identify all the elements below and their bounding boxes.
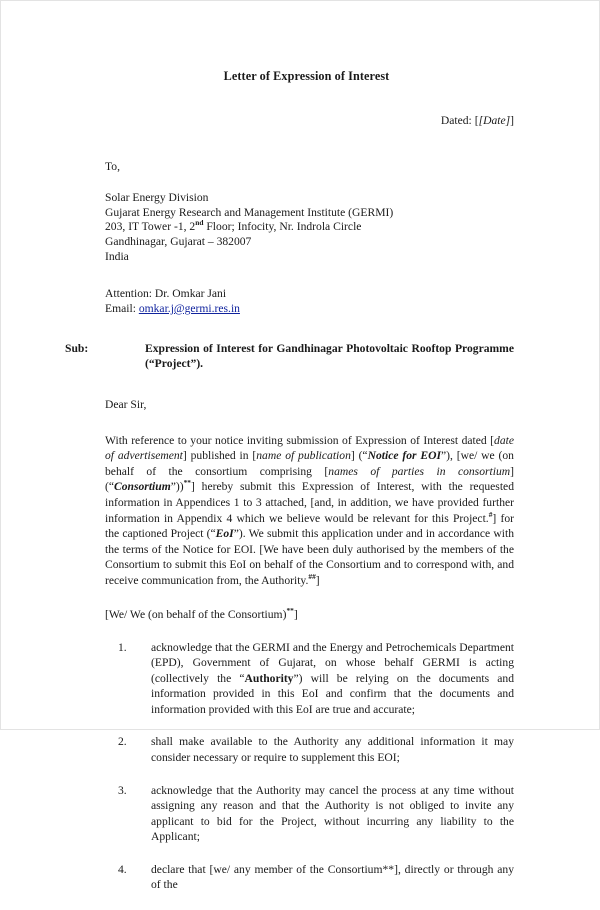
body-placeholder-2: name of publication (256, 449, 351, 463)
clause-defined-term: Authority (244, 671, 294, 685)
body-defined-term-eoi: EoI (215, 527, 234, 541)
body-seg-1: With reference to your notice inviting submission of Expression of Interest dated [ (105, 433, 495, 447)
clause-item (105, 862, 514, 893)
body-defined-term-consortium: Consortium (114, 480, 171, 494)
footnote-marker-3: ## (308, 572, 316, 582)
clause-number: 2. (118, 735, 127, 749)
dated-label: Dated: (440, 114, 475, 127)
to-line: To, (105, 160, 120, 173)
body-placeholder-1: date of advertisement (105, 433, 514, 463)
dated-line: Dated: [[Date]] (440, 114, 514, 127)
subject-text-1: Expression of Interest for Gandhinagar Photovoltaic Rooftop Programme (“ (145, 341, 514, 370)
body-seg-4: ”), [we/ we (on behalf of the consortium comprising [ (105, 449, 514, 478)
clause-text-1: declare that [we/ any member of the Consortium**], directly or through any of the (151, 862, 514, 892)
body-seg-8: ] for the captioned Project (“ (105, 511, 514, 541)
body-seg-3: ] (“ (350, 449, 368, 463)
clause-text-1: acknowledge that the GERMI and the Energy and Petrochemicals Department (EPD), Government of Gujarat, on whose behalf GERMI is acting (collectively the “ (151, 640, 514, 685)
address-line-1: Solar Energy Division (105, 191, 209, 204)
address-line-2: Gujarat Energy Research and Management Institute (GERMI) (105, 205, 394, 219)
address-line-3-after: Floor; Infocity, Nr. Indrola Circle (203, 220, 362, 234)
body-seg-7: ] hereby submit this Expression of Interest, with the requested information in Appendices 1 to 3 attached, [and, in addition, we have provided further information in Appendix 4 which we believe would be relevant for this Project. (105, 480, 514, 525)
clause-number: 4. (118, 862, 127, 876)
clause-number: 1. (118, 640, 127, 654)
footnote-marker-2: # (488, 509, 493, 519)
email-label: Email: (105, 301, 139, 315)
consortium-text: [We/ We (on behalf of the Consortium) (105, 607, 287, 621)
clause-list (105, 640, 514, 894)
email-link[interactable]: omkar.j@germi.res.in (138, 301, 240, 315)
body-seg-2: ] published in [ (182, 449, 257, 463)
document-title: Letter of Expression of Interest (223, 69, 390, 83)
body-seg-9: ”). We submit this application under and in accordance with the terms of the Notice for EOI. [We have been duly authorised by the members of the Consortium to submit this EoI on behalf of the Consortium and to correspond with, and receive communication from, the Authority. (105, 527, 514, 587)
dated-value: [Date] (478, 114, 511, 127)
address-line-4: Gandhinagar, Gujarat – 382007 (105, 234, 252, 248)
attention-block (105, 287, 514, 316)
subject-label: Sub: (65, 341, 89, 355)
address-line-3-before: 203, IT Tower -1, 2 (105, 220, 196, 234)
document-sheet (65, 1, 514, 910)
body-seg-10: ] (315, 573, 320, 587)
clause-item (105, 783, 514, 845)
address-line-3 (105, 220, 514, 235)
subject-text-2: ”). (190, 356, 204, 370)
address-ordinal-suffix: nd (195, 218, 204, 228)
body-seg-6: ”)) (170, 480, 184, 494)
recipient-address (105, 191, 514, 264)
clause-text-1: shall make available to the Authority any additional information it may consider necessary or require to supplement this EOI; (151, 735, 514, 764)
email-line (105, 302, 514, 317)
body-defined-term-notice: Notice for EOI (367, 449, 441, 463)
consortium-declaration-line (105, 605, 514, 621)
clause-item (105, 734, 514, 765)
subject-defined-term: Project (154, 356, 191, 370)
address-line-5: India (105, 249, 129, 263)
footnote-marker-1: ** (183, 478, 191, 488)
body-paragraph (105, 433, 514, 589)
consortium-tail: ] (293, 607, 298, 621)
clause-text-2: ”) will be relying on the documents and information provided in this EoI and confirm that the documents and information provided with this EoI are true and accurate; (151, 671, 514, 716)
clause-number: 3. (118, 783, 127, 797)
clause-item (105, 640, 514, 718)
salutation: Dear Sir, (105, 397, 147, 411)
clause-text-1: acknowledge that the Authority may cancel the process at any time without assigning any reason and that the Authority is not obliged to invite any applicant to bid for the Project, without incurring any liability to the Applicant; (151, 783, 514, 844)
attention-line: Attention: Dr. Omkar Jani (105, 287, 227, 301)
footnote-marker-4: ** (286, 605, 294, 615)
subject-line (65, 341, 514, 371)
body-placeholder-3: names of parties in consortium (328, 464, 511, 478)
body-seg-5: ] (“ (105, 464, 514, 494)
